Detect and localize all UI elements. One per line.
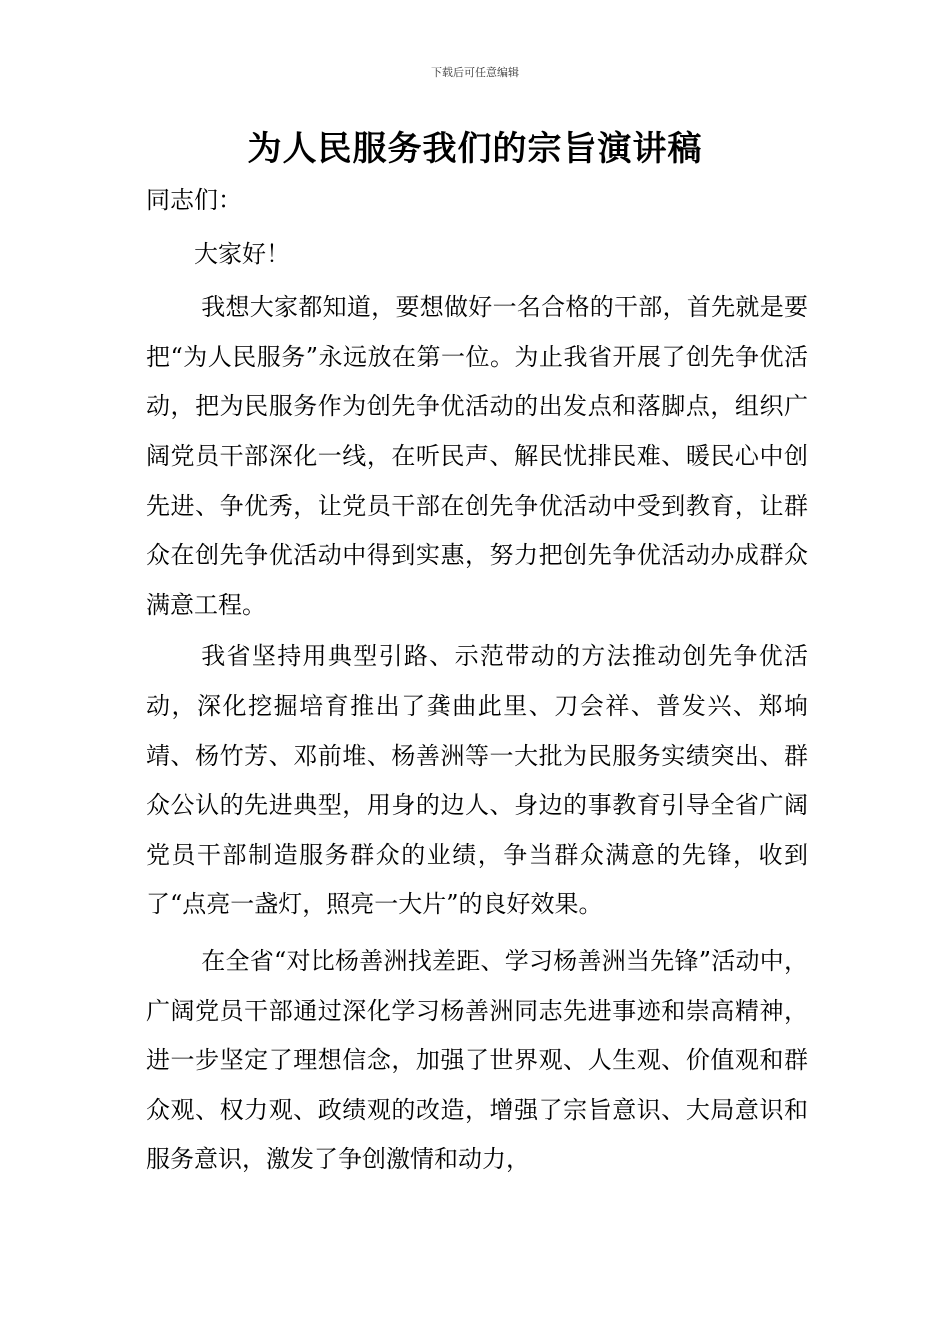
salutation: 同志们：	[146, 186, 242, 214]
document-title: 为人民服务我们的宗旨演讲稿	[247, 129, 703, 169]
paragraph-1: 我想大家都知道，要想做好一名合格的干部，首先就是要把“为人民服务”永远放在第一位。为止我省开展了创先争优活动，把为民服务作为创先争优活动的出发点和落脚点，组织广阔党员干部深化一线，在听民声、解民忧排民难、暖民心中创先进、争优秀，让党员干部在创先争优活动中受到教育，让群众在创先争优活动中得到实惠，努力把创先争优活动办成群众满意工程。	[146, 293, 808, 619]
header-note: 下载后可任意编辑	[431, 66, 519, 79]
document-body	[146, 176, 808, 1185]
paragraph-2: 我省坚持用典型引路、示范带动的方法推动创先争优活动，深化挖掘培育推出了龚曲此里、刀会祥、普发兴、郑垧靖、杨竹芳、邓前堆、杨善洲等一大批为民服务实绩突出、群众公认的先进典型，用身的边人、身边的事教育引导全省广阔党员干部制造服务群众的业绩，争当群众满意的先锋，收到了“点亮一盏灯，照亮一大片”的良好效果。	[146, 642, 808, 919]
paragraph-3: 在全省“对比杨善洲找差距、学习杨善洲当先锋”活动中，广阔党员干部通过深化学习杨善洲同志先进事迹和崇高精神，进一步坚定了理想信念，加强了世界观、人生观、价值观和群众观、权力观、政绩观的改造，增强了宗旨意识、大局意识和服务意识，激发了争创激情和动力，	[146, 946, 808, 1174]
greeting: 大家好！	[194, 239, 290, 268]
